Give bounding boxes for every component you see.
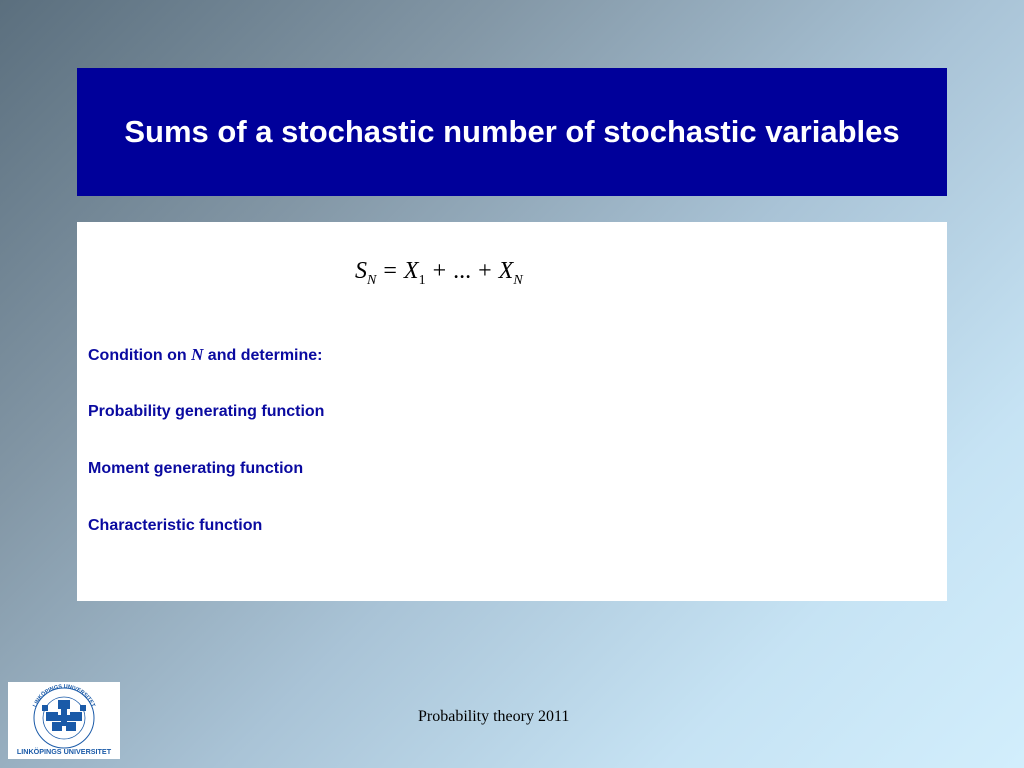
condition-prefix: Condition on bbox=[88, 347, 192, 364]
list-item: Probability generating function bbox=[88, 403, 325, 420]
footer-text: Probability theory 2011 bbox=[418, 708, 570, 725]
svg-text:LINKÖPINGS UNIVERSITET: LINKÖPINGS UNIVERSITET bbox=[16, 747, 112, 756]
university-logo-graphic bbox=[8, 682, 120, 759]
formula-plus1: + bbox=[432, 258, 447, 284]
formula-lhs-sub: N bbox=[367, 273, 377, 288]
condition-suffix: and determine: bbox=[203, 347, 323, 364]
svg-text:LINKÖPINGS UNIVERSITET: LINKÖPINGS UNIVERSITET bbox=[32, 683, 96, 709]
list-item: Moment generating function bbox=[88, 460, 304, 477]
university-logo bbox=[8, 682, 120, 759]
sum-formula bbox=[355, 258, 523, 288]
formula-term2-sub: N bbox=[513, 273, 523, 288]
formula-ellipsis: ... bbox=[453, 258, 472, 284]
list-item: Characteristic function bbox=[88, 517, 263, 534]
formula-term2: X bbox=[498, 258, 514, 284]
title-banner bbox=[77, 68, 947, 196]
condition-line bbox=[88, 344, 324, 401]
slide-title: Sums of a stochastic number of stochastic variables bbox=[124, 114, 900, 149]
formula-term1: X bbox=[403, 258, 419, 284]
formula-term1-sub: 1 bbox=[418, 273, 426, 288]
formula-equals: = bbox=[383, 258, 397, 284]
condition-variable: N bbox=[191, 345, 204, 364]
bullet-list bbox=[88, 344, 324, 572]
formula-plus2: + bbox=[478, 258, 492, 284]
formula-lhs: S bbox=[355, 258, 367, 284]
content-panel bbox=[77, 222, 947, 601]
